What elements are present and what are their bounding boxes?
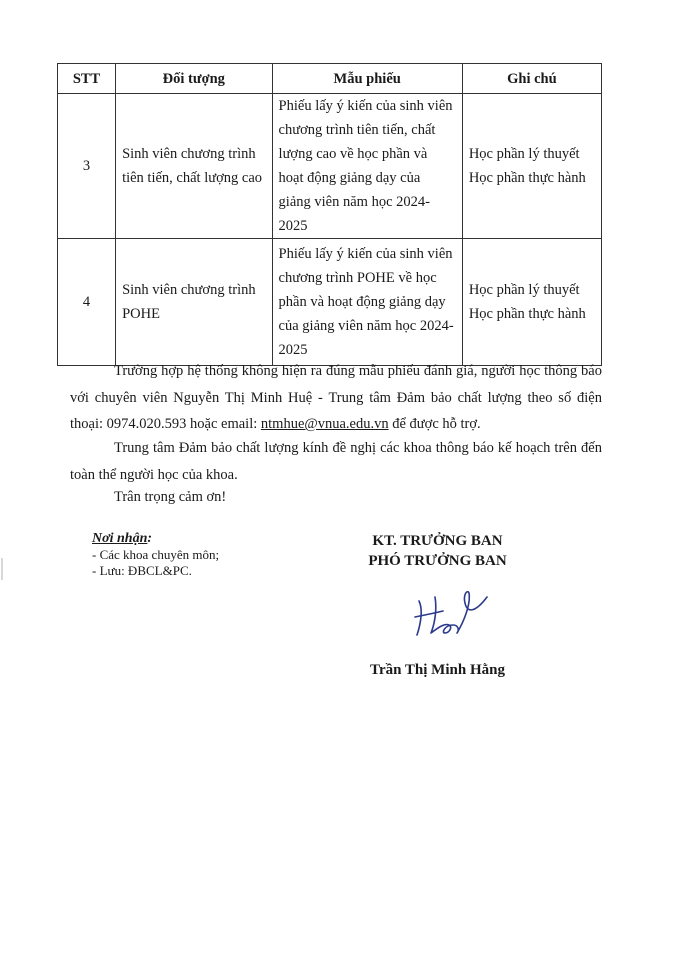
closing-text: Trân trọng cảm ơn! (114, 489, 227, 505)
table-header-row (58, 64, 602, 94)
row-form: Phiếu lấy ý kiến của sinh viên chương trình tiên tiến, chất lượng cao về học phần và hoạt động giảng dạy của giảng viên năm học 2024-2025 (272, 94, 462, 239)
row-target-line: Sinh viên chương trình (122, 282, 256, 298)
support-email-link[interactable]: ntmhue@vnua.edu.vn (260, 416, 389, 432)
handwritten-signature (405, 583, 495, 643)
row-target-line: POHE (122, 306, 160, 322)
row-target (116, 239, 272, 366)
header-form: Mẫu phiếu (272, 64, 462, 94)
note-theory: Học phần lý thuyết (468, 146, 580, 162)
row-target (116, 94, 272, 239)
closing-paragraph (70, 484, 602, 511)
note-theory: Học phần lý thuyết (468, 282, 580, 298)
table-row (58, 94, 602, 239)
row-target-line: Sinh viên chương trình (122, 146, 256, 162)
signer-name: Trần Thị Minh Hằng (370, 662, 505, 678)
note-practice: Học phần thực hành (468, 170, 586, 186)
row-target-line: tiên tiến, chất lượng cao (122, 170, 263, 186)
recipients-colon: : (147, 531, 153, 546)
row-stt: 4 (58, 239, 116, 366)
recipient-item: - Lưu: ĐBCL&PC. (92, 563, 192, 578)
row-note (462, 94, 601, 239)
header-note: Ghi chú (462, 64, 601, 94)
header-target: Đối tượng (116, 64, 272, 94)
support-text: Trường hợp hệ thống không hiện ra đúng mẫu phiếu đánh giá, người học thông báo với chuyên viên Nguyễn Thị Minh Huệ - Trung tâm Đảm bảo chất lượng theo số điện thoại: 0974.020.593 hoặc email: (70, 363, 602, 432)
recipient-item: - Các khoa chuyên môn; (92, 547, 220, 562)
signer-title-line2: PHÓ TRƯỞNG BAN (368, 553, 507, 569)
recipients-title: Nơi nhận (92, 531, 148, 546)
survey-form-table (57, 63, 602, 366)
row-note (462, 239, 601, 366)
header-stt: STT (58, 64, 116, 94)
request-text: Trung tâm Đảm bảo chất lượng kính đề nghị các khoa thông báo kế hoạch trên đến toàn thể người học của khoa. (70, 440, 602, 483)
signer-title-line1: KT. TRƯỞNG BAN (372, 533, 503, 549)
scan-margin-mark (0, 558, 4, 580)
request-paragraph (70, 435, 602, 488)
row-form: Phiếu lấy ý kiến của sinh viên chương trình POHE về học phần và hoạt động giảng dạy của giảng viên năm học 2024-2025 (272, 239, 462, 366)
recipients-block (92, 530, 219, 579)
row-stt: 3 (58, 94, 116, 239)
note-practice: Học phần thực hành (468, 306, 586, 322)
support-paragraph (70, 358, 602, 438)
table-row (58, 239, 602, 366)
support-text-end: để được hỗ trợ. (388, 416, 481, 432)
